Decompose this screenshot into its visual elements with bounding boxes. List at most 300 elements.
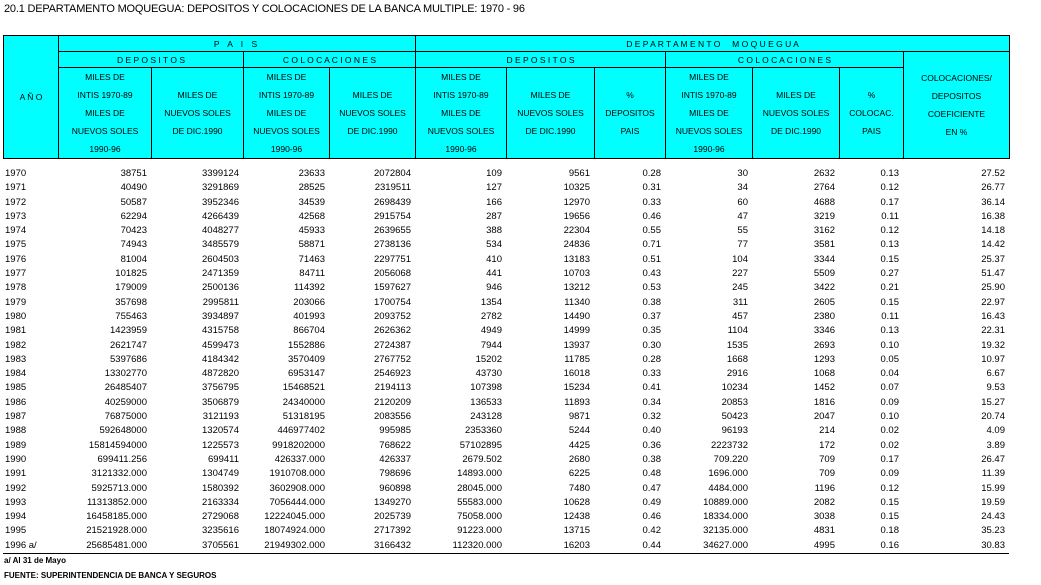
table-row [3, 339, 1009, 353]
value-cell: 3219 [813, 210, 835, 222]
value-cell: 2693 [813, 339, 835, 351]
value-cell: 43730 [475, 368, 502, 380]
value-cell: 755463 [115, 310, 147, 322]
value-cell: 107398 [470, 382, 502, 394]
table-row [3, 281, 1009, 295]
value-cell: 0.46 [642, 511, 661, 523]
value-cell: 104 [732, 253, 748, 265]
value-cell: 441 [486, 268, 502, 280]
value-cell: 4688 [813, 196, 835, 208]
table-row [3, 424, 1009, 438]
value-cell: 2724387 [374, 339, 411, 351]
departamento-header: D E P A R T A M E N T O M O Q U E G U A [416, 36, 1010, 52]
value-cell: 22.97 [981, 296, 1005, 308]
value-cell: 2072804 [374, 168, 411, 179]
value-cell: 2093752 [374, 310, 411, 322]
value-cell: 1304749 [202, 468, 239, 480]
value-cell: 15202 [475, 353, 502, 365]
table-row [3, 367, 1009, 381]
value-cell: 55 [737, 225, 748, 237]
value-cell: 0.02 [880, 425, 899, 437]
value-cell: 3346 [813, 325, 835, 337]
value-cell: 3162 [813, 225, 835, 237]
value-cell: 0.34 [642, 396, 661, 408]
value-cell: 166 [486, 196, 502, 208]
value-cell: 3121193 [202, 411, 239, 423]
value-cell: 23633 [298, 168, 325, 179]
value-cell: 112320.000 [415, 539, 506, 554]
value-cell: 25685481.000 [58, 539, 151, 554]
value-cell: 6953147 [288, 368, 325, 380]
value-cell: 14893.000 [457, 468, 502, 480]
table-row [3, 524, 1009, 538]
value-cell: 2632 [813, 168, 835, 179]
value-cell: 2782 [480, 310, 502, 322]
value-cell: 9871 [568, 411, 590, 423]
value-cell: 40490 [120, 182, 147, 194]
value-cell: 1423959 [110, 325, 147, 337]
value-cell: 16018 [563, 368, 590, 380]
value-cell: 0.12 [880, 182, 899, 194]
table-row [3, 210, 1009, 224]
year-cell: 1987 [5, 411, 27, 423]
value-cell: 426337 [379, 453, 411, 465]
year-cell: 1989 [5, 439, 27, 451]
value-cell: 0.47 [642, 482, 661, 494]
table-row [3, 310, 1009, 324]
dep-depositos-header: D E P O S I T O S [416, 52, 666, 68]
value-cell: 3166432 [329, 539, 415, 554]
value-cell: 2698439 [374, 196, 411, 208]
value-cell: 4949 [480, 325, 502, 337]
value-cell: 3038 [813, 511, 835, 523]
value-cell: 0.28 [642, 353, 661, 365]
value-cell: 401993 [293, 310, 325, 322]
value-cell: 1910708.000 [269, 468, 325, 480]
value-cell: 0.12 [880, 225, 899, 237]
value-cell: 534 [486, 239, 502, 251]
value-cell: 0.16 [839, 539, 903, 554]
value-cell: 15468521 [282, 382, 325, 394]
year-cell: 1994 [5, 511, 27, 523]
value-cell: 76875000 [104, 411, 147, 423]
value-cell: 0.36 [642, 439, 661, 451]
value-cell: 0.42 [642, 525, 661, 537]
value-cell: 388 [486, 225, 502, 237]
value-cell: 4048277 [202, 225, 239, 237]
value-cell: 9918202000 [272, 439, 325, 451]
value-cell: 34539 [298, 196, 325, 208]
value-cell: 0.33 [642, 368, 661, 380]
value-cell: 2353360 [465, 425, 502, 437]
value-cell: 16.43 [981, 310, 1005, 322]
value-cell: 311 [732, 296, 748, 308]
value-cell: 3952346 [202, 196, 239, 208]
value-cell: 4315758 [202, 325, 239, 337]
pais-colocaciones-header: C O L O C A C I O N E S [244, 52, 416, 68]
value-cell: 457 [732, 310, 748, 322]
coeficiente-header: COLOCACIONES/ DEPOSITOS COEFICIENTE EN % [904, 52, 1010, 159]
value-cell: 19.59 [981, 496, 1005, 508]
value-cell: 81004 [120, 253, 147, 265]
value-cell: 2764 [813, 182, 835, 194]
value-cell: 26.47 [981, 453, 1005, 465]
value-cell: 30.83 [903, 539, 1009, 554]
table-row [3, 167, 1009, 181]
value-cell: 2380 [813, 310, 835, 322]
value-cell: 1816 [813, 396, 835, 408]
value-cell: 3291869 [202, 182, 239, 194]
value-cell: 960898 [379, 482, 411, 494]
value-cell: 410 [486, 253, 502, 265]
value-cell: 768622 [379, 439, 411, 451]
value-cell: 16458185.000 [86, 511, 147, 523]
value-cell: 1597627 [374, 282, 411, 294]
value-cell: 11340 [564, 296, 590, 308]
year-cell: 1977 [5, 268, 27, 280]
pais-dep-soles-header: MILES DE NUEVOS SOLES DE DIC.1990 [152, 68, 244, 159]
table-row [3, 353, 1009, 367]
value-cell: 11313852.000 [86, 496, 147, 508]
value-cell: 0.09 [880, 468, 899, 480]
value-cell: 27.52 [981, 168, 1005, 179]
value-cell: 136533 [470, 396, 502, 408]
value-cell: 2082 [813, 496, 835, 508]
table-row [3, 224, 1009, 238]
value-cell: 0.46 [642, 210, 661, 222]
value-cell: 36.14 [981, 196, 1005, 208]
value-cell: 0.48 [642, 468, 661, 480]
value-cell: 22304 [563, 225, 590, 237]
value-cell: 0.51 [642, 253, 661, 265]
dep-col-intis-header: MILES DE INTIS 1970-89 MILES DE NUEVOS SOLES 1990-96 [666, 68, 753, 159]
value-cell: 0.35 [642, 325, 661, 337]
value-cell: 0.13 [880, 325, 899, 337]
value-cell: 24340000 [282, 396, 325, 408]
page-title: 20.1 DEPARTAMENTO MOQUEGUA: DEPOSITOS Y COLOCACIONES DE LA BANCA MULTIPLE: 1970 - 96 [4, 3, 525, 15]
value-cell: 75058.000 [457, 511, 502, 523]
value-cell: 2120209 [374, 396, 411, 408]
value-cell: 0.53 [642, 282, 661, 294]
value-cell: 0.55 [642, 225, 661, 237]
value-cell: 0.38 [642, 296, 661, 308]
value-cell: 0.10 [880, 339, 899, 351]
year-cell: 1993 [5, 496, 27, 508]
value-cell: 21949302.000 [243, 539, 329, 554]
value-cell: 203066 [293, 296, 325, 308]
value-cell: 1349270 [374, 496, 411, 508]
value-cell: 13212 [563, 282, 590, 294]
value-cell: 114392 [294, 282, 325, 294]
value-cell: 35.23 [981, 525, 1005, 537]
value-cell: 2717392 [374, 525, 411, 537]
value-cell: 2471359 [202, 268, 239, 280]
value-cell: 15234 [563, 382, 590, 394]
value-cell: 287 [486, 210, 502, 222]
value-cell: 101825 [115, 268, 147, 280]
value-cell: 1104 [727, 325, 748, 337]
value-cell: 71463 [298, 253, 325, 265]
value-cell: 699411 [208, 453, 239, 465]
value-cell: 28525 [298, 182, 325, 194]
dep-colocaciones-header: C O L O C A C I O N E S [666, 52, 904, 68]
value-cell: 3399124 [202, 168, 239, 179]
value-cell: 0.13 [880, 168, 899, 179]
table-row [3, 267, 1009, 281]
value-cell: 14.42 [981, 239, 1005, 251]
value-cell: 0.11 [881, 210, 899, 222]
value-cell: 3485579 [202, 239, 239, 251]
value-cell: 6225 [568, 468, 590, 480]
value-cell: 34627.000 [665, 539, 752, 554]
value-cell: 50587 [120, 196, 147, 208]
value-cell: 1535 [726, 339, 748, 351]
value-cell: 5244 [568, 425, 590, 437]
value-cell: 2729068 [202, 511, 239, 523]
value-cell: 0.10 [880, 411, 899, 423]
table-row [3, 482, 1009, 496]
value-cell: 4872820 [202, 368, 239, 380]
value-cell: 10234 [721, 382, 748, 394]
value-cell: 13715 [563, 525, 590, 537]
value-cell: 11785 [564, 353, 590, 365]
value-cell: 3756795 [202, 382, 239, 394]
value-cell: 0.17 [880, 453, 899, 465]
year-cell: 1996 a/ [3, 539, 58, 554]
table-row [3, 467, 1009, 481]
value-cell: 7944 [480, 339, 502, 351]
value-cell: 0.15 [880, 496, 899, 508]
table-row [3, 510, 1009, 524]
value-cell: 1354 [480, 296, 502, 308]
value-cell: 699411.256 [97, 453, 147, 465]
value-cell: 14999 [563, 325, 590, 337]
value-cell: 91223.000 [457, 525, 502, 537]
value-cell: 10.97 [981, 353, 1005, 365]
value-cell: 1196 [814, 482, 835, 494]
value-cell: 0.31 [642, 182, 661, 194]
year-cell: 1970 [5, 168, 27, 179]
value-cell: 2604503 [202, 253, 239, 265]
value-cell: 13183 [563, 253, 590, 265]
value-cell: 798696 [379, 468, 411, 480]
value-cell: 709 [819, 453, 835, 465]
dep-dep-intis-header: MILES DE INTIS 1970-89 MILES DE NUEVOS SOLES 1990-96 [416, 68, 507, 159]
year-cell: 1982 [5, 339, 27, 351]
footnote: a/ Al 31 de Mayo [4, 556, 66, 565]
value-cell: 245 [732, 282, 748, 294]
value-cell: 3602908.000 [269, 482, 325, 494]
value-cell: 2500136 [202, 282, 239, 294]
value-cell: 4484.000 [708, 482, 748, 494]
value-cell: 84711 [299, 268, 325, 280]
table-row [3, 253, 1009, 267]
value-cell: 179009 [115, 282, 147, 294]
year-cell: 1978 [5, 282, 27, 294]
value-cell: 12224045.000 [264, 511, 325, 523]
value-cell: 15.99 [981, 482, 1005, 494]
value-cell: 42568 [298, 210, 325, 222]
value-cell: 0.30 [642, 339, 661, 351]
value-cell: 0.28 [642, 168, 661, 179]
value-cell: 10703 [563, 268, 590, 280]
value-cell: 0.13 [880, 239, 899, 251]
year-cell: 1981 [5, 325, 27, 337]
pais-header: P A I S [59, 36, 416, 52]
value-cell: 2319511 [374, 182, 411, 194]
value-cell: 2738136 [374, 239, 411, 251]
value-cell: 2223732 [711, 439, 748, 451]
year-cell: 1985 [5, 382, 27, 394]
value-cell: 109 [486, 168, 502, 179]
value-cell: 25.37 [981, 253, 1005, 265]
value-cell: 0.05 [880, 353, 899, 365]
value-cell: 0.02 [880, 439, 899, 451]
value-cell: 10325 [563, 182, 590, 194]
value-cell: 1552886 [288, 339, 325, 351]
value-cell: 4266439 [202, 210, 239, 222]
value-cell: 2194113 [374, 382, 411, 394]
value-cell: 4425 [568, 439, 590, 451]
value-cell: 11.39 [981, 468, 1005, 480]
value-cell: 0.40 [642, 425, 661, 437]
dep-col-soles-header: MILES DE NUEVOS SOLES DE DIC.1990 [753, 68, 840, 159]
value-cell: 28045.000 [457, 482, 502, 494]
value-cell: 34 [737, 182, 748, 194]
value-cell: 62294 [120, 210, 147, 222]
value-cell: 2639655 [374, 225, 411, 237]
value-cell: 10628 [563, 496, 590, 508]
year-cell: 1974 [5, 225, 27, 237]
table-row [3, 453, 1009, 467]
value-cell: 426337.000 [274, 453, 325, 465]
pais-depositos-header: D E P O S I T O S [59, 52, 244, 68]
value-cell: 0.71 [642, 239, 661, 251]
value-cell: 19.32 [981, 339, 1005, 351]
value-cell: 40259000 [104, 396, 147, 408]
value-cell: 1293 [813, 353, 835, 365]
value-cell: 0.15 [880, 511, 899, 523]
value-cell: 5397686 [110, 353, 147, 365]
value-cell: 2915754 [374, 210, 411, 222]
value-cell: 2163334 [202, 496, 239, 508]
value-cell: 12438 [563, 511, 590, 523]
value-cell: 5509 [813, 268, 835, 280]
year-cell: 1972 [5, 196, 27, 208]
value-cell: 20853 [721, 396, 748, 408]
value-cell: 7480 [568, 482, 590, 494]
value-cell: 1668 [726, 353, 748, 365]
year-cell: 1975 [5, 239, 27, 251]
value-cell: 25.90 [981, 282, 1005, 294]
value-cell: 21521928.000 [86, 525, 147, 537]
value-cell: 15.27 [981, 396, 1005, 408]
value-cell: 4.09 [986, 425, 1005, 437]
pais-dep-intis-header: MILES DE INTIS 1970-89 MILES DE NUEVOS SOLES 1990-96 [59, 68, 152, 159]
value-cell: 446977402 [277, 425, 325, 437]
table-row [3, 296, 1009, 310]
value-cell: 0.43 [642, 268, 661, 280]
value-cell: 1320574 [202, 425, 239, 437]
table-row [3, 496, 1009, 510]
value-cell: 709 [819, 468, 835, 480]
dep-dep-soles-header: MILES DE NUEVOS SOLES DE DIC.1990 [507, 68, 595, 159]
value-cell: 32135.000 [703, 525, 748, 537]
value-cell: 0.44 [594, 539, 665, 554]
value-cell: 995985 [379, 425, 411, 437]
table-row [3, 410, 1009, 424]
year-cell: 1992 [5, 482, 27, 494]
value-cell: 0.12 [880, 482, 899, 494]
table-row [3, 196, 1009, 210]
value-cell: 0.15 [880, 253, 899, 265]
year-header: A Ñ O [4, 36, 59, 159]
table-row [3, 396, 1009, 410]
value-cell: 12970 [563, 196, 590, 208]
value-cell: 7056444.000 [269, 496, 325, 508]
header-table [3, 35, 1010, 159]
value-cell: 214 [819, 425, 835, 437]
value-cell: 14.18 [981, 225, 1005, 237]
value-cell: 243128 [470, 411, 502, 423]
value-cell: 18334.000 [703, 511, 748, 523]
value-cell: 357698 [115, 296, 147, 308]
source-note: FUENTE: SUPERINTENDENCIA DE BANCA Y SEGUROS [4, 571, 217, 580]
year-cell: 1984 [5, 368, 27, 380]
value-cell: 3121332.000 [91, 468, 147, 480]
value-cell: 24.43 [981, 511, 1005, 523]
value-cell: 0.15 [880, 296, 899, 308]
value-cell: 47 [737, 210, 748, 222]
value-cell: 14490 [563, 310, 590, 322]
value-cell: 0.49 [642, 496, 661, 508]
value-cell: 1580392 [202, 482, 239, 494]
year-cell: 1986 [5, 396, 27, 408]
value-cell: 24836 [563, 239, 590, 251]
value-cell: 0.32 [642, 411, 661, 423]
value-cell: 4831 [813, 525, 835, 537]
value-cell: 2621747 [110, 339, 147, 351]
year-cell: 1980 [5, 310, 27, 322]
value-cell: 2916 [726, 368, 748, 380]
value-cell: 0.21 [880, 282, 899, 294]
pais-col-soles-header: MILES DE NUEVOS SOLES DE DIC.1990 [330, 68, 416, 159]
value-cell: 127 [486, 182, 502, 194]
value-cell: 50423 [721, 411, 748, 423]
value-cell: 70423 [120, 225, 147, 237]
value-cell: 0.11 [881, 310, 899, 322]
value-cell: 9561 [568, 168, 590, 179]
value-cell: 3.89 [986, 439, 1005, 451]
value-cell: 1225573 [202, 439, 239, 451]
value-cell: 3422 [813, 282, 835, 294]
value-cell: 16203 [506, 539, 594, 554]
value-cell: 2083556 [374, 411, 411, 423]
value-cell: 5925713.000 [91, 482, 147, 494]
value-cell: 3581 [813, 239, 835, 251]
value-cell: 18074924.000 [264, 525, 325, 537]
value-cell: 1700754 [374, 296, 411, 308]
year-cell: 1983 [5, 353, 27, 365]
year-cell: 1991 [5, 468, 27, 480]
value-cell: 2056068 [374, 268, 411, 280]
value-cell: 0.33 [642, 196, 661, 208]
value-cell: 60 [737, 196, 748, 208]
value-cell: 3506879 [202, 396, 239, 408]
value-cell: 20.74 [981, 411, 1005, 423]
value-cell: 74943 [120, 239, 147, 251]
value-cell: 0.07 [880, 382, 899, 394]
